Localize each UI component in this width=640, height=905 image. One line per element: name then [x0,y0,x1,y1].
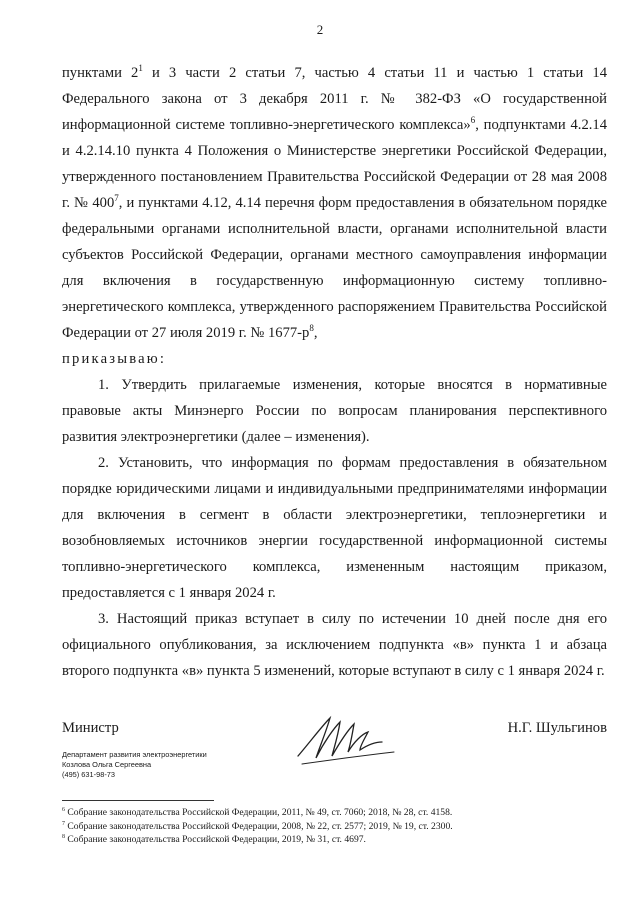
executor-phone: (495) 631-98-73 [62,770,116,779]
order-word: приказываю: [62,351,167,367]
preamble-paragraph: пунктами $2^1$ и 3 части 2 статьи 7, частью 4 статьи 11 и частью 1 статьи 14 Федерального закона от 3 декабря 2011 г. № 382-ФЗ «О государственной информационной системе топливно-энергетического комплекса»$^6$, подпунктами 4.2.14 и 4.2.14.10 пункта 4 Положения о Министерстве энергетики Российской Федерации, утвержденного постановлением Правительства Российской Федерации от 28 мая 2008 г. № $400^7$, и пунктами 4.12, 4.14 перечня форм предоставления в обязательном порядке федеральными органами исполнительной власти, органами исполнительной власти субъектов Российской Федерации, органами местного самоуправления информации для включения в государственную информационную систему топливно-энергетического комплекса, утвержденного распоряжением Правительства Российской Федерации от 27 июля 2019 г. № $1677-р^8$, [62,63,608,341]
signatory-title: Министр [62,720,119,736]
executor-info [62,750,207,780]
page-number: 2 [316,22,324,37]
clause-1: 1. Утвердить прилагаемые изменения, которые вносятся в нормативные правовые акты Минэнерго России по вопросам планирования перспективного развития электроэнергетики (далее – изменения). [62,377,607,445]
footnote-divider [62,800,214,801]
clause-3: 3. Настоящий приказ вступает в силу по истечении 10 дней после дня его официального опубликования, за исключением подпункта «в» пункта 1 и абзаца второго подпункта «в» пункта 5 изменений, которые вступают в силу с 1 января 2024 г. [62,611,607,679]
signatory-name: Н.Г. Шульгинов [507,720,607,736]
handwritten-signature [290,712,400,772]
footnote-ref: 6 [470,115,476,126]
footnote-ref: 7 [114,193,119,204]
footnote: $^6$ Собрание законодательства Российской Федерации, 2011, № 49, ст. 7060; 2018, № 28, ст. 4158. [62,806,453,818]
footnote: $^7$ Собрание законодательства Российской Федерации, 2008, № 22, ст. 2577; 2019, № 19, ст. 2300. [62,820,453,832]
footnote: $^8$ Собрание законодательства Российской Федерации, 2019, № 31, ст. 4697. [62,833,366,845]
footnote-ref: 1 [138,63,143,74]
footnotes [62,806,607,847]
document-body [62,60,607,684]
clause-2: 2. Установить, что информация по формам предоставления в обязательном порядке юридическими лицами и индивидуальными предпринимателями информации для включения в сегмент в области электроэнергетики, теплоэнергетики и возобновляемых источников энергии государственной информационной системы топливно-энергетического комплекса, измененным настоящим приказом, предоставляется с 1 января 2024 г. [62,455,607,601]
footnote-ref: 8 [309,323,314,334]
executor-person: Козлова Ольга Сергеевна [62,760,152,769]
executor-department: Департамент развития электроэнергетики [62,750,207,759]
